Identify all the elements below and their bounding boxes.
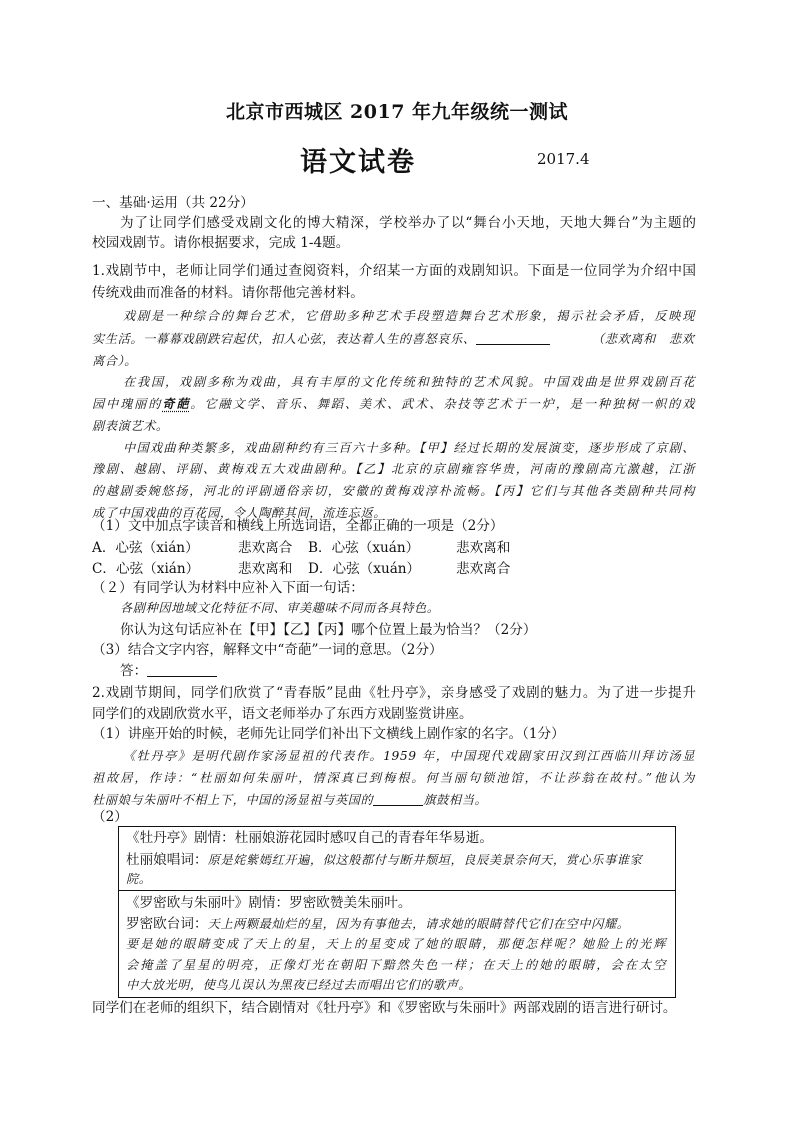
box2-lyric: 天上两颗最灿烂的星，因为有事他去，请求她的眼睛替代它们在空中闪耀。	[207, 917, 630, 931]
option-b: B．心弦（xuán）	[308, 540, 420, 556]
material-p2-text-a: 园中瑰丽的	[92, 397, 163, 411]
answer-label: 答：	[120, 663, 148, 679]
option-d: D．心弦（xuán）	[308, 561, 421, 577]
q2-stem-line-2: 同学们的戏剧欣赏水平，语文老师举办了东西方戏剧鉴赏讲座。	[92, 706, 473, 722]
material-p2-line-1: 在我国，戏剧多称为戏曲，具有丰厚的文化传统和独特的艺术风貌。中国戏曲是世界戏剧百花	[123, 375, 695, 389]
material-p3-line-1: 中国戏曲种类繁多，戏曲剧种约有三百六十多种。【甲】经过长期的发展演变，逐步形成了京剧、	[123, 441, 695, 455]
q2-sub1-text: 杜丽娘与朱丽叶不相上下，中国的汤显祖与英国的	[92, 793, 374, 807]
box1-lyric: 原是姹紫嫣红开遍，似这般都付与断井颓垣，良辰美景奈何天，赏心乐事谁家	[207, 853, 643, 867]
option-d-word: 悲欢离合	[456, 561, 511, 577]
q2-sub1-line-1: 《牡丹亭》是明代剧作家汤显祖的代表作。1959 年，中国现代戏剧家田汉到江西临川拜访汤显	[123, 749, 695, 763]
box1-title: 《牡丹亭》剧情：杜丽娘游花园时感叹自己的青春年华易逝。	[126, 830, 494, 846]
option-a: A．心弦（xián）	[92, 540, 199, 556]
blank-underline	[476, 330, 550, 345]
q2-sub1-line-2: 祖故居，作诗：“杜丽如何朱丽叶，情深真已到梅根。何当丽句锁池馆，不让莎翁在故村。”他认为	[92, 771, 695, 785]
q2-sub2-after: 同学们在老师的组织下，结合剧情对《牡丹亭》和《罗密欧与朱丽叶》两部戏剧的语言进行研讨。	[92, 1000, 677, 1016]
material-p1-line-1: 戏剧是一种综合的舞台艺术，它借助多种艺术手段塑造舞台艺术形象，揭示社会矛盾，反映现	[123, 309, 695, 323]
material-option-b: 悲欢	[669, 332, 695, 346]
box2-line-2: 要是她的眼睛变成了天上的星，天上的星变成了她的眼睛，那便怎样呢？她脸上的光辉	[126, 937, 666, 951]
q1-stem-line-2: 传统戏曲而准备的材料。请你帮他完善材料。	[92, 285, 364, 301]
table-divider	[118, 890, 675, 891]
box2-line-1	[126, 913, 666, 934]
dotted-word: 奇葩	[162, 397, 191, 411]
material-p1-text: 实生活。一幕幕戏剧跌宕起伏，扣人心弦，表达着人生的喜怒哀乐、	[92, 332, 476, 346]
q1-sub2-quote: 各剧种因地域文化特征不同、审美趣味不同而各具特色。	[120, 601, 440, 615]
subject-title: 语文试卷	[300, 147, 416, 178]
section-intro-line-2: 校园戏剧节。请你根据要求，完成 1-4题。	[92, 235, 350, 251]
q2-sub1-tail: 旗鼓相当。	[423, 793, 488, 807]
material-p2-line-2	[92, 394, 695, 414]
material-p1-line-2	[92, 329, 550, 349]
box2-title: 《罗密欧与朱丽叶》剧情：罗密欧赞美朱丽叶。	[126, 895, 412, 911]
playwright-blank	[373, 791, 423, 806]
q2-sub2-stem: （2）	[92, 809, 128, 825]
material-p3-line-2: 豫剧、越剧、评剧、黄梅戏五大戏曲剧种。【乙】北京的京剧雍容华贵，河南的豫剧高亢激越，江浙	[92, 462, 695, 476]
material-p3-line-3: 的越剧委婉悠扬，河北的评剧通俗亲切，安徽的黄梅戏淳朴流畅。【丙】它们与其他各类剧种共同构	[92, 484, 695, 498]
section-intro-line-1: 为了让同学们感受戏剧文化的博大精深，学校举办了以“舞台小天地，天地大舞台”为主题的	[120, 215, 696, 231]
exam-title: 北京市西城区 2017 年九年级统一测试	[225, 101, 569, 123]
box2-line-3: 会掩盖了星星的明亮，正像灯光在朝阳下黯然失色一样；在天上的她的眼睛，会在太空	[126, 958, 666, 972]
box1-line-1	[126, 849, 666, 870]
q2-sub1-stem: （1）讲座开始的时候，老师先让同学们补出下文横线上剧作家的名字。（1分）	[92, 726, 565, 742]
q1-sub2-stem: （２）有同学认为材料中应补入下面一句话：	[92, 580, 364, 596]
answer-line	[120, 661, 217, 681]
material-p2-line-3: 剧表演艺术。	[92, 419, 169, 433]
box1-label: 杜丽娘唱词：	[126, 852, 208, 868]
option-a-word: 悲欢离合	[238, 540, 293, 556]
q1-sub2-ask: 你认为这句话应补在【甲】【乙】【丙】哪个位置上最为恰当？（2分）	[120, 622, 537, 638]
option-c-word: 悲欢离和	[238, 561, 293, 577]
material-p3-line-4: 成了中国戏曲的百花园，令人陶醉其间，流连忘返。	[92, 506, 387, 520]
box1-line-2: 院。	[126, 872, 152, 886]
material-p1-line-4: 离合）。	[92, 354, 138, 368]
q1-sub1-stem: （1）文中加点字读音和横线上所选词语，全都正确的一项是（2分）	[92, 518, 504, 534]
option-c: C．心弦（xián）	[92, 561, 200, 577]
q2-stem-line-1: 2.戏剧节期间，同学们欣赏了“青春版”昆曲《牡丹亭》，亲身感受了戏剧的魅力。为了进一步提升	[92, 685, 696, 701]
exam-date: 2017.4	[537, 150, 590, 168]
q1-sub3-stem: （3）结合文字内容，解释文中“奇葩”一词的意思。（2分）	[92, 642, 443, 658]
q1-stem-line-1: 1.戏剧节中，老师让同学们通过查阅资料，介绍某一方面的戏剧知识。下面是一位同学为介绍中国	[92, 263, 696, 279]
box2-line-4: 中大放光明，使鸟儿误认为黑夜已经过去而唱出它们的歌声。	[126, 978, 472, 992]
material-p2-text-c: 。它融文学、音乐、舞蹈、美术、武术、杂技等艺术于一炉，是一种独树一帜的戏	[190, 397, 695, 411]
option-b-word: 悲欢离和	[456, 540, 511, 556]
q2-sub1-line-3	[92, 790, 487, 810]
material-option-a: （悲欢离和	[592, 332, 656, 346]
section-heading: 一、基础·运用（共 22分）	[92, 195, 254, 211]
box2-label: 罗密欧台词：	[126, 916, 208, 932]
answer-underline	[147, 662, 217, 677]
